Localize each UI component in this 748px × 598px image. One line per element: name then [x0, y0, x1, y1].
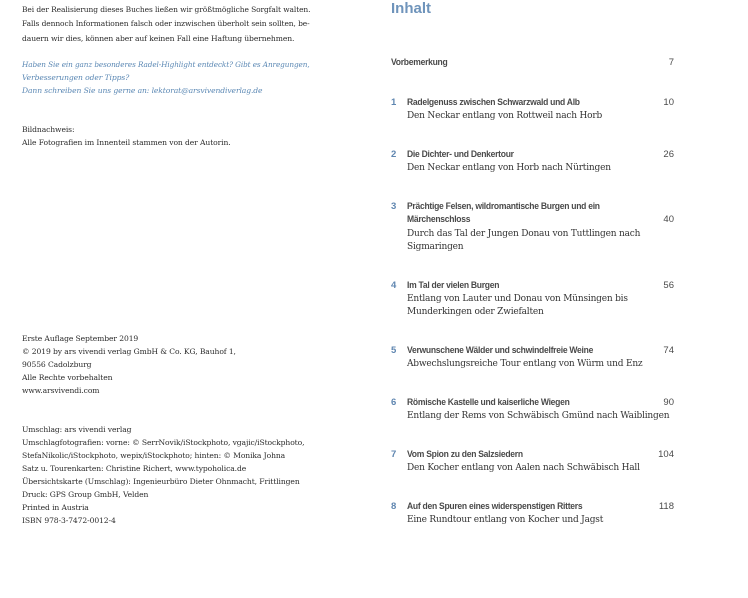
toc-entry-number: 8: [391, 501, 397, 512]
toc-entry-subtitle: Den Neckar entlang von Rottweil nach Horb: [407, 111, 603, 121]
toc-preface-page: 7: [668, 57, 674, 68]
toc-entry-subtitle: Den Neckar entlang von Horb nach Nürtingen: [407, 163, 611, 173]
toc-entry-page: 104: [658, 449, 674, 460]
contact-email-line[interactable]: Dann schreiben Sie uns gerne an: lektorat@arsvivendiverlag.de: [22, 86, 263, 95]
imprint-website[interactable]: www.arsvivendi.com: [22, 386, 100, 395]
production-line: Druck: GPS Group GmbH, Velden: [22, 490, 149, 499]
toc-entry-subtitle: Sigmaringen: [407, 242, 464, 252]
toc-entry-page: 26: [663, 149, 674, 160]
toc-entry-page: 118: [658, 501, 674, 512]
imprint-line: © 2019 by ars vivendi verlag GmbH & Co. KG, Bauhof 1,: [22, 347, 236, 356]
toc-entry-title: Verwunschene Wälder und schwindelfreie Weine: [407, 345, 594, 356]
toc-entry-subtitle: Entlang von Lauter und Donau von Münsingen bis: [407, 294, 628, 304]
disclaimer-line: Falls dennoch Informationen falsch oder inzwischen überholt sein sollten, be-: [22, 19, 310, 28]
toc-entry-number: 7: [391, 449, 397, 460]
production-line: StefaNikolic/iStockphoto, wepix/iStockphoto; hinten: © Monika Johna: [22, 451, 286, 460]
toc-entry-subtitle: Durch das Tal der Jungen Donau von Tuttlingen nach: [407, 229, 641, 239]
toc-entry-title: Im Tal der vielen Burgen: [407, 280, 500, 291]
production-line: Umschlag: ars vivendi verlag: [22, 425, 132, 434]
toc-entry-number: 5: [391, 345, 397, 356]
toc-entry-page: 74: [663, 345, 674, 356]
toc-entry-subtitle: Eine Rundtour entlang von Kocher und Jagst: [407, 515, 604, 525]
credits-line: Alle Fotografien im Innenteil stammen von der Autorin.: [22, 138, 231, 147]
imprint-line: Alle Rechte vorbehalten: [22, 373, 113, 382]
isbn-line: ISBN 978-3-7472-0012-4: [22, 516, 116, 525]
toc-entry-title: Römische Kastelle und kaiserliche Wiegen: [407, 397, 570, 408]
toc-entry-page: 90: [663, 397, 674, 408]
imprint-line: 90556 Cadolzburg: [22, 360, 92, 369]
toc-preface-label: Vorbemerkung: [391, 57, 448, 68]
disclaimer-line: dauern wir dies, können aber auf keinen Fall eine Haftung übernehmen.: [22, 34, 295, 43]
contact-line: Haben Sie ein ganz besonderes Radel-Highlight entdeckt? Gibt es Anregungen,: [22, 60, 310, 69]
toc-entry-title: Auf den Spuren eines widerspenstigen Ritters: [407, 501, 583, 512]
production-line: Satz u. Tourenkarten: Christine Richert, www.typoholica.de: [22, 464, 247, 473]
toc-title: Inhalt: [391, 0, 431, 17]
credits-heading: Bildnachweis:: [22, 125, 75, 134]
toc-entry-subtitle: Den Kocher entlang von Aalen nach Schwäbisch Hall: [407, 463, 640, 473]
toc-entry-number: 4: [391, 280, 397, 291]
toc-entry-subtitle: Abwechslungsreiche Tour entlang von Würm und Enz: [407, 359, 643, 369]
toc-entry-page: 56: [663, 280, 674, 291]
toc-entry-title: Vom Spion zu den Salzsiedern: [407, 449, 523, 460]
imprint-line: Erste Auflage September 2019: [22, 334, 139, 343]
production-line: Umschlagfotografien: vorne: © SerrNovik/iStockphoto, vgajic/iStockphoto,: [22, 438, 305, 447]
toc-entry-page: 40: [663, 214, 674, 225]
disclaimer-line: Bei der Realisierung dieses Buches ließen wir größtmögliche Sorgfalt walten.: [22, 5, 311, 14]
toc-entry-number: 6: [391, 397, 397, 408]
production-line: Printed in Austria: [22, 503, 89, 512]
toc-entry-subtitle: Munderkingen oder Zwiefalten: [407, 307, 544, 317]
toc-entry-title: Prächtige Felsen, wildromantische Burgen und ein: [407, 201, 600, 212]
toc-entry-subtitle: Entlang der Rems von Schwäbisch Gmünd nach Waiblingen: [407, 411, 670, 421]
contact-line: Verbesserungen oder Tipps?: [22, 73, 130, 82]
toc-entry-title: Radelgenuss zwischen Schwarzwald und Alb: [407, 97, 580, 108]
production-line: Übersichtskarte (Umschlag): Ingenieurbüro Dieter Ohnmacht, Frittlingen: [22, 477, 300, 486]
toc-entry-title: Die Dichter- und Denkertour: [407, 149, 514, 160]
toc-entry-number: 2: [391, 149, 397, 160]
toc-entry-page: 10: [663, 97, 674, 108]
toc-entry-number: 1: [391, 97, 397, 108]
toc-entry-number: 3: [391, 201, 397, 212]
toc-entry-title-continued: Märchenschloss: [407, 214, 471, 225]
